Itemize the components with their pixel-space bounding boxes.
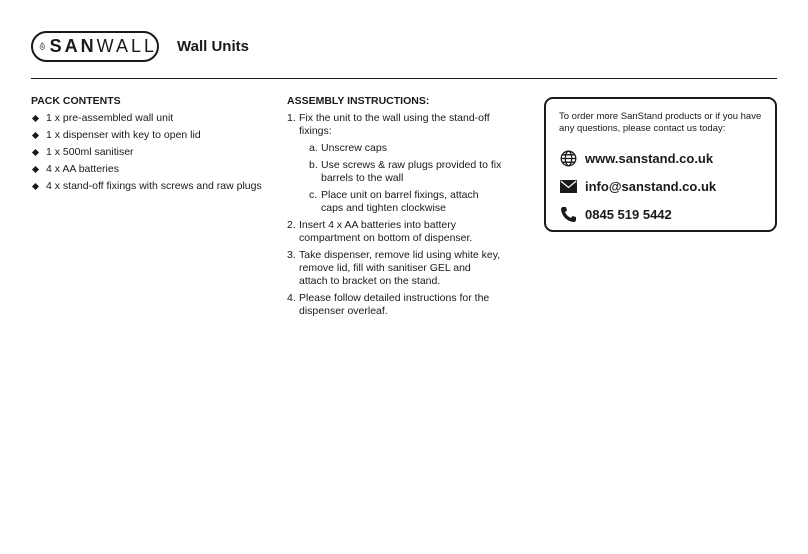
assembly-step: 4. Please follow detailed instructions for the dispenser overleaf. [287,292,490,317]
contact-intro: To order more SanStand products or if you have any questions, please contact us today: [559,111,762,134]
bullet-icon [32,183,39,190]
bullet-icon [32,166,39,173]
envelope-icon [559,177,577,195]
assembly-step: 3. Take dispenser, remove lid using white key, remove lid, fill with sanitiser GEL and attach to bracket on the stand. [287,249,501,287]
assembly-instructions-section [287,95,502,322]
website-link[interactable]: www.sanstand.co.uk [585,150,714,166]
assembly-step: 2. Insert 4 x AA batteries into battery compartment on bottom of dispenser. [287,219,473,244]
assembly-substep: a. Unscrew caps [309,142,387,154]
contact-email-row [559,172,762,200]
email-link[interactable]: info@sanstand.co.uk [585,178,717,194]
pack-contents-list [31,112,271,193]
assembly-heading: ASSEMBLY INSTRUCTIONS: [287,95,430,107]
phone-icon [559,205,577,223]
assembly-substep: b. Use screws & raw plugs provided to fix barrels to the wall [309,159,502,184]
bullet-icon [32,149,39,156]
list-item: 1 x dispenser with key to open lid [31,129,271,142]
list-item: 1 x pre-assembled wall unit [31,112,271,125]
page-title: Wall Units [177,37,249,55]
bullet-icon [32,132,39,139]
bullet-icon [32,115,39,122]
pack-contents-heading: PACK CONTENTS [31,95,121,107]
header-divider [31,78,777,79]
header [31,28,249,64]
globe-icon [559,149,577,167]
pack-contents-section [31,95,271,197]
list-item: 4 x AA batteries [31,163,271,176]
sanwall-logo [31,31,159,62]
logo-wordmark: SANWALL [49,35,157,56]
list-item: 1 x 500ml sanitiser [31,146,271,159]
phone-number[interactable]: 0845 519 5442 [585,206,672,222]
contact-box [544,97,777,232]
droplet-logo-icon [39,35,46,57]
list-item: 4 x stand-off fixings with screws and raw plugs [31,180,271,193]
contact-web-row [559,144,762,172]
assembly-step: 1. Fix the unit to the wall using the stand-off fixings: [287,112,490,137]
contact-phone-row [559,200,762,228]
assembly-substep: c. Place unit on barrel fixings, attach caps and tighten clockwise [309,189,479,214]
